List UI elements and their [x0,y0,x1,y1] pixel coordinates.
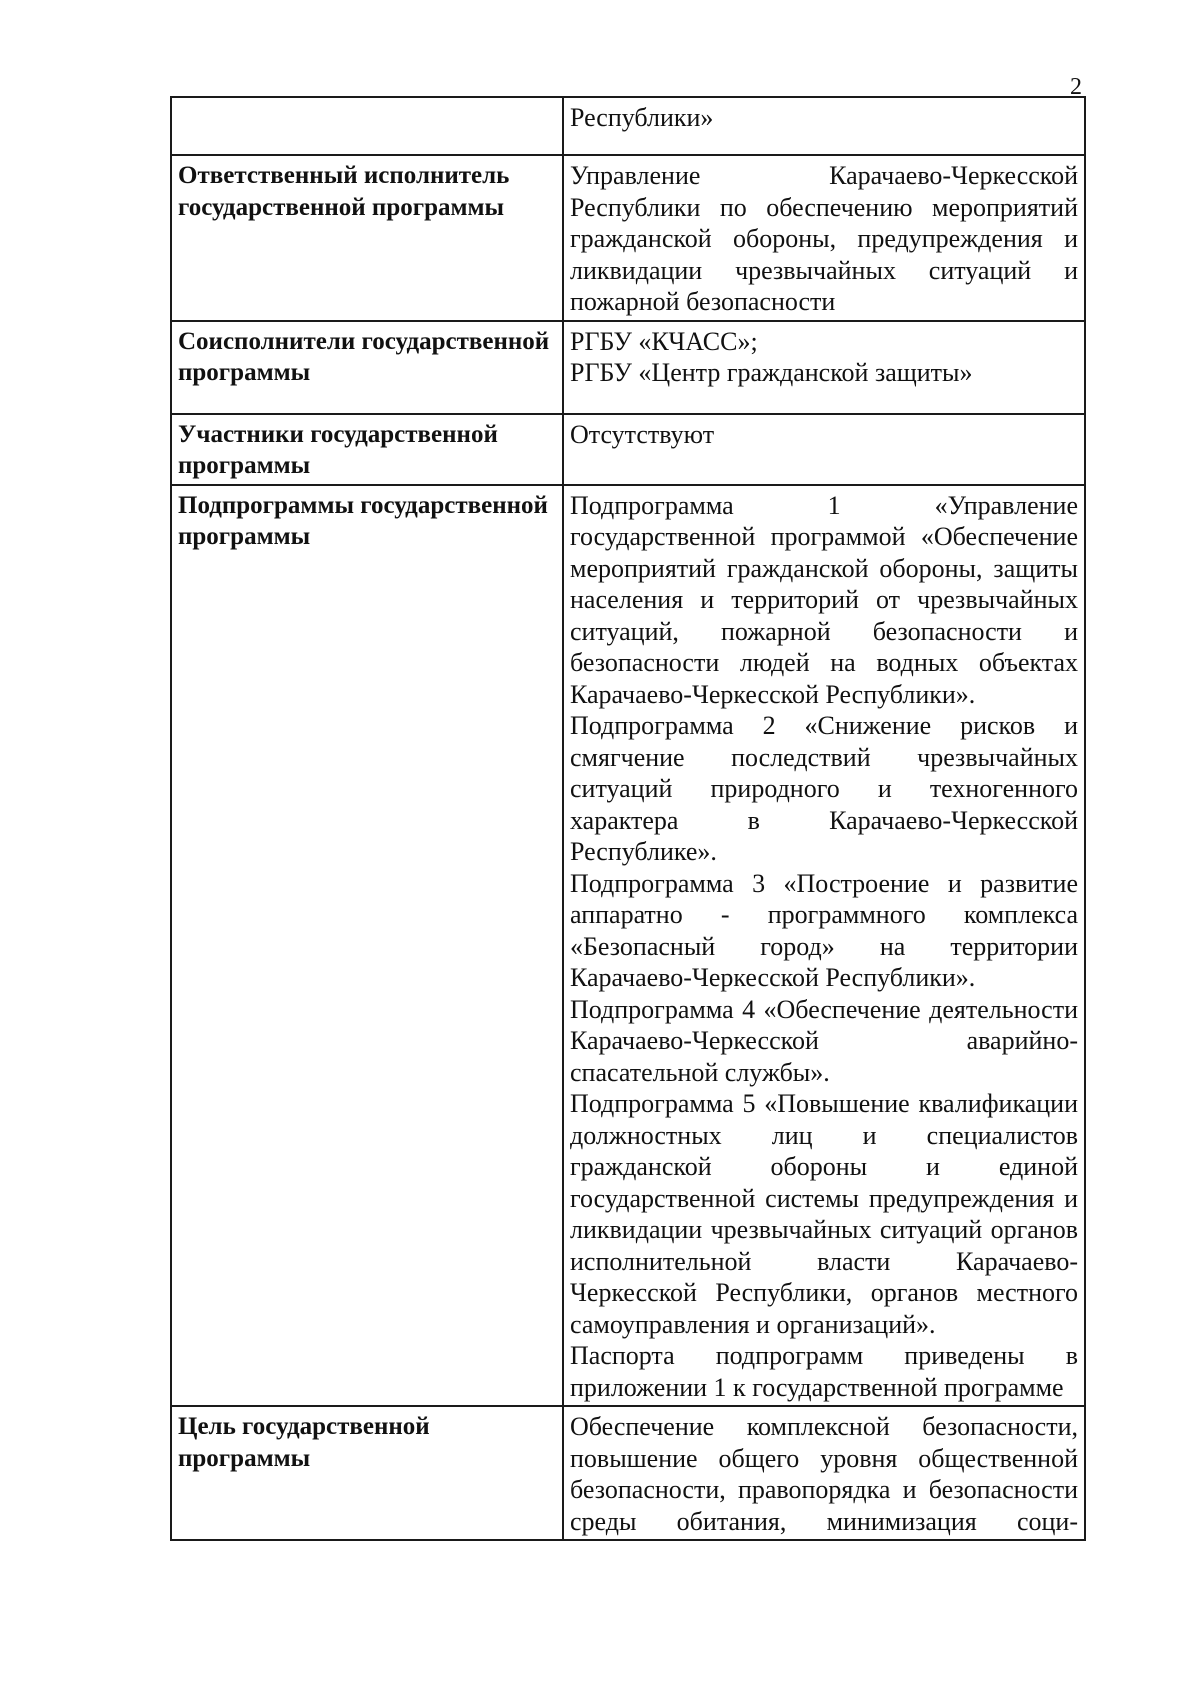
co-executor-line: РГБУ «КЧАСС»; [570,326,758,356]
subprogram-paragraph: Подпрограмма 4 «Обеспечение деятельности Карачаево-Черкесской аварийно-спасательной службы». [570,994,1078,1087]
row-value: Республики» [563,97,1085,155]
table-row [171,414,1085,485]
row-value-responsible-executor: Управление Карачаево-Черкесской Республики по обеспечению мероприятий гражданской обороны, предупреждения и ликвидации чрезвычайных ситуаций и пожарной безопасности [563,155,1085,321]
row-label-participants: Участники государственной программы [171,414,563,485]
row-value-subprograms [563,485,1085,1407]
table-row [171,1406,1085,1540]
subprogram-paragraph: Паспорта подпрограмм приведены в приложении 1 к государственной программе [570,1341,1078,1402]
subprogram-paragraph: Подпрограмма 3 «Построение и развитие аппаратно - программного комплекса «Безопасный город» на территории Карачаево-Черкесской Республики». [570,868,1078,992]
table-row [171,97,1085,155]
row-value-co-executors [563,321,1085,414]
row-label-goal: Цель государственной программы [171,1406,563,1540]
table-row [171,485,1085,1407]
subprogram-paragraph: Подпрограмма 5 «Повышение квалификации должностных лиц и специалистов гражданской обороны и единой государственной системы предупреждения и ликвидации чрезвычайных ситуаций органов исполнительной власти Карачаево-Черкесской Республики, органов местного самоуправления и организаций». [570,1089,1078,1339]
subprogram-paragraph: Подпрограмма 1 «Управление государственной программой «Обеспечение мероприятий гражданской обороны, защиты населения и территорий от чрезвычайных ситуаций, пожарной безопасности и безопасности людей на водных объектах Карачаево-Черкесской Республики». [570,490,1078,709]
co-executor-line: РГБУ «Центр гражданской защиты» [570,358,973,387]
table-row [171,321,1085,414]
subprogram-paragraph: Подпрограмма 2 «Снижение рисков и смягчение последствий чрезвычайных ситуаций природного и техногенного характера в Карачаево-Черкесской Республике». [570,711,1078,866]
row-label-responsible-executor: Ответственный исполнитель государственной программы [171,155,563,321]
row-label-co-executors: Соисполнители государственной программы [171,321,563,414]
row-value-participants: Отсутствуют [563,414,1085,485]
row-value-goal: Обеспечение комплексной безопасности, повышение общего уровня общественной безопасности, правопорядка и безопасности среды обитания, минимизация соци- [563,1406,1085,1540]
row-label-subprograms: Подпрограммы государственной программы [171,485,563,1407]
row-label [171,97,563,155]
table-row [171,155,1085,321]
program-passport-table [170,96,1086,1541]
page-number: 2 [1070,74,1082,100]
